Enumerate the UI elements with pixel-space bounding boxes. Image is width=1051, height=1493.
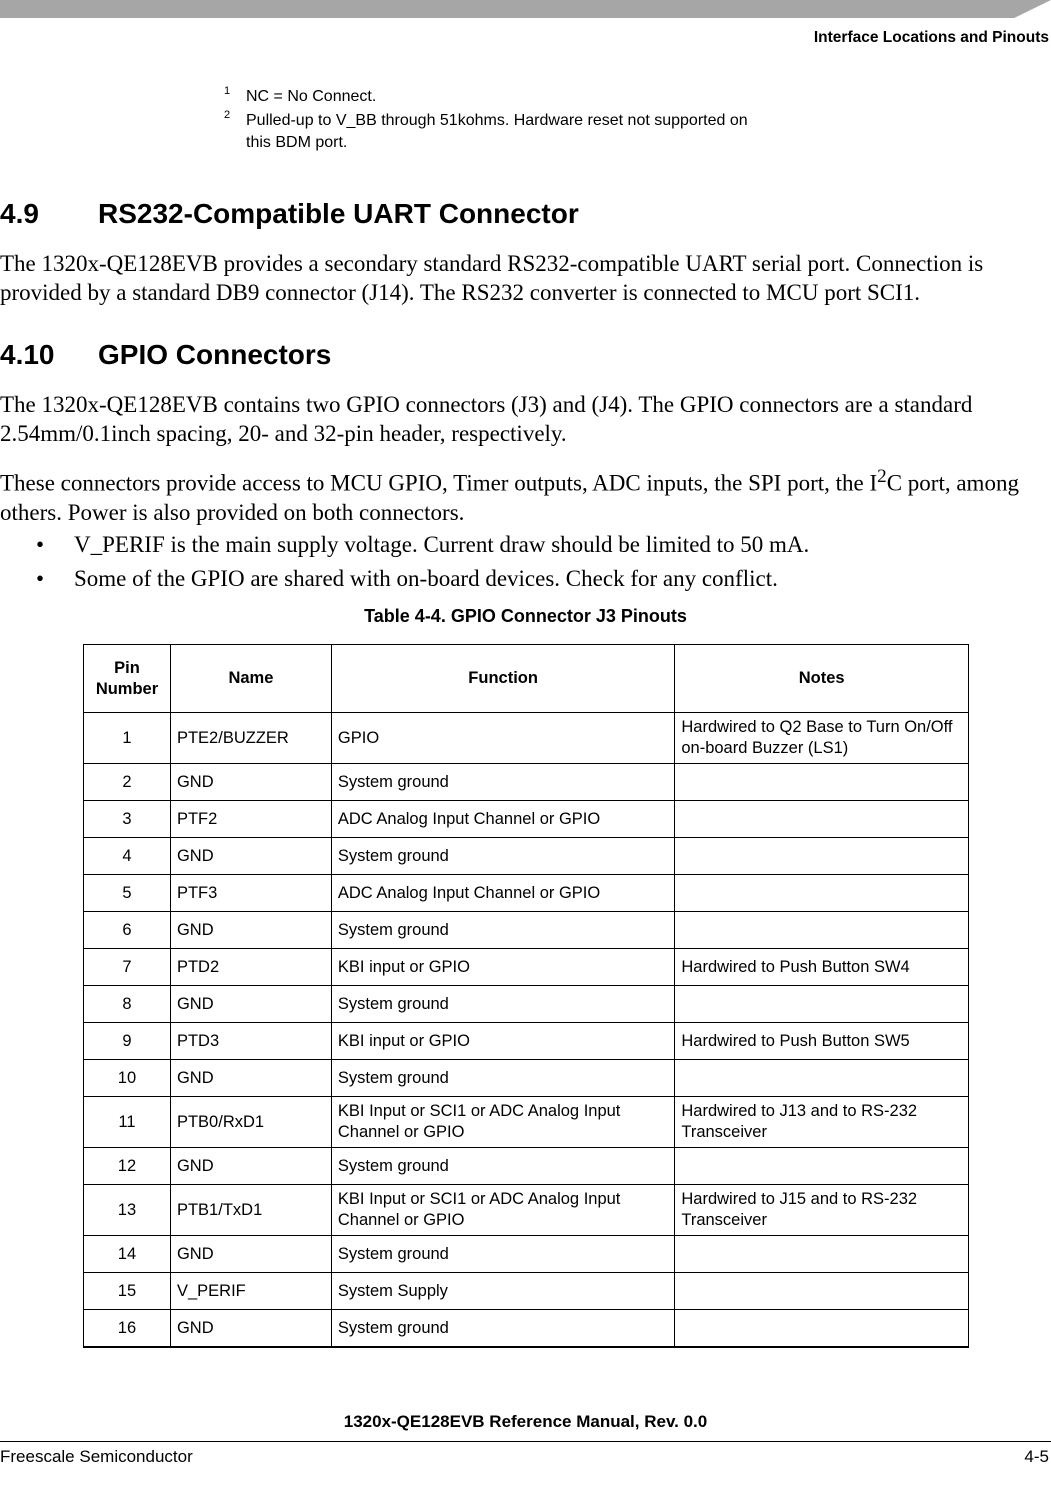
table-row [84,1023,969,1060]
footnote-mark: 1 [224,85,231,97]
cell-name: PTD2 [170,949,331,986]
cell-name: GND [170,1236,331,1273]
footnote-text: NC = No Connect. [246,88,377,105]
cell-name: PTF3 [170,875,331,912]
column-header-notes: Notes [675,645,969,713]
cell-name: PTF2 [170,801,331,838]
gpio-paragraph-1: The 1320x-QE128EVB contains two GPIO connectors (J3) and (J4). The GPIO connectors are a standard 2.54mm/0.1inch spacing, 20- and 32-pin header, respectively. [0,392,973,446]
gpio-pinout-table [83,644,969,1348]
superscript: 2 [877,466,887,487]
cell-name: GND [170,912,331,949]
cell-pin-number: 4 [84,838,171,875]
cell-pin-number: 1 [84,713,171,764]
column-header-function: Function [331,645,674,713]
footer-company: Freescale Semiconductor [0,1447,193,1466]
cell-pin-number: 13 [84,1185,171,1236]
cell-function: System ground [331,912,674,949]
cell-notes: Hardwired to Q2 Base to Turn On/Off on-board Buzzer (LS1) [675,713,969,764]
gpio-paragraph-2 [0,462,1048,527]
cell-pin-number: 11 [84,1097,171,1148]
bullet-item [0,564,1048,593]
footer-rule [0,1441,1051,1442]
cell-notes [675,764,969,801]
footnote-text: Pulled-up to V_BB through 51kohms. Hardware reset not supported on [246,112,748,129]
footnote-1 [224,86,844,108]
cell-pin-number: 5 [84,875,171,912]
table-row [84,713,969,764]
footnote-mark: 2 [224,109,231,121]
cell-pin-number: 12 [84,1148,171,1185]
footnotes [224,86,844,156]
cell-function: System Supply [331,1273,674,1310]
table-row [84,1148,969,1185]
cell-notes [675,986,969,1023]
cell-function: System ground [331,1236,674,1273]
cell-function: ADC Analog Input Channel or GPIO [331,875,674,912]
table-row [84,875,969,912]
cell-name: GND [170,838,331,875]
table-row [84,912,969,949]
bullet-dot-icon: • [36,532,45,557]
table-body [84,713,969,1348]
section-title: GPIO Connectors [98,339,332,370]
section-number: 4.10 [0,339,55,370]
cell-name: GND [170,986,331,1023]
cell-function: KBI input or GPIO [331,1023,674,1060]
cell-pin-number: 15 [84,1273,171,1310]
column-header-pin: Pin Number [84,645,171,713]
section-heading-uart [0,198,579,230]
cell-notes: Hardwired to J15 and to RS-232 Transceiver [675,1185,969,1236]
cell-pin-number: 2 [84,764,171,801]
running-header: Interface Locations and Pinouts [813,29,1049,46]
cell-notes [675,838,969,875]
cell-pin-number: 9 [84,1023,171,1060]
cell-pin-number: 3 [84,801,171,838]
cell-function: System ground [331,1148,674,1185]
cell-name: GND [170,1060,331,1097]
cell-function: KBI Input or SCI1 or ADC Analog Input Channel or GPIO [331,1185,674,1236]
table-row [84,838,969,875]
section-number: 4.9 [0,198,39,229]
cell-function: KBI input or GPIO [331,949,674,986]
cell-notes [675,801,969,838]
footnote-2 [224,110,844,154]
cell-function: System ground [331,764,674,801]
cell-notes [675,1060,969,1097]
section-heading-gpio [0,339,331,371]
cell-notes [675,875,969,912]
cell-notes [675,1273,969,1310]
column-header-name: Name [170,645,331,713]
table-title: Table 4-4. GPIO Connector J3 Pinouts [364,606,687,626]
cell-function: KBI Input or SCI1 or ADC Analog Input Channel or GPIO [331,1097,674,1148]
bullet-dot-icon: • [36,566,45,591]
cell-name: PTE2/BUZZER [170,713,331,764]
cell-notes [675,1236,969,1273]
cell-name: GND [170,1148,331,1185]
footer-doc-title: 1320x-QE128EVB Reference Manual, Rev. 0.0 [343,1412,708,1431]
bullet-item [0,530,1048,559]
table-row [84,986,969,1023]
cell-function: System ground [331,1060,674,1097]
cell-notes: Hardwired to J13 and to RS-232 Transceiver [675,1097,969,1148]
bullet-text: Some of the GPIO are shared with on-board devices. Check for any conflict. [74,566,778,591]
table-row [84,1185,969,1236]
paragraph-text: C port, among others. Power is also provided on both connectors. [0,470,1019,525]
cell-function: GPIO [331,713,674,764]
cell-pin-number: 10 [84,1060,171,1097]
bullet-text: V_PERIF is the main supply voltage. Current draw should be limited to 50 mA. [74,532,810,557]
cell-name: PTD3 [170,1023,331,1060]
table-row [84,764,969,801]
cell-name: V_PERIF [170,1273,331,1310]
table-header-row [84,645,969,713]
cell-pin-number: 7 [84,949,171,986]
cell-notes [675,912,969,949]
section-title: RS232-Compatible UART Connector [98,198,579,229]
cell-function: ADC Analog Input Channel or GPIO [331,801,674,838]
table-row [84,1310,969,1348]
uart-paragraph: The 1320x-QE128EVB provides a secondary standard RS232-compatible UART serial port. Connection is provided by a standard DB9 connector (J14). The RS232 converter is connected to MCU port SCI1. [0,251,984,305]
table-row [84,949,969,986]
cell-name: GND [170,764,331,801]
table-row [84,801,969,838]
table-row [84,1097,969,1148]
cell-pin-number: 16 [84,1310,171,1348]
cell-name: GND [170,1310,331,1348]
cell-pin-number: 8 [84,986,171,1023]
paragraph-text: These connectors provide access to MCU GPIO, Timer outputs, ADC inputs, the SPI port, the I [0,470,878,496]
cell-name: PTB0/RxD1 [170,1097,331,1148]
cell-function: System ground [331,838,674,875]
cell-notes: Hardwired to Push Button SW4 [675,949,969,986]
cell-notes: Hardwired to Push Button SW5 [675,1023,969,1060]
table-row [84,1060,969,1097]
bullet-list [0,530,1048,598]
cell-pin-number: 14 [84,1236,171,1273]
footnote-text: this BDM port. [246,134,348,151]
cell-function: System ground [331,1310,674,1348]
header-bar [0,0,1051,18]
cell-notes [675,1148,969,1185]
table-row [84,1273,969,1310]
footer-page-number: 4-5 [1024,1447,1049,1466]
table-row [84,1236,969,1273]
cell-notes [675,1310,969,1348]
cell-pin-number: 6 [84,912,171,949]
cell-name: PTB1/TxD1 [170,1185,331,1236]
cell-function: System ground [331,986,674,1023]
